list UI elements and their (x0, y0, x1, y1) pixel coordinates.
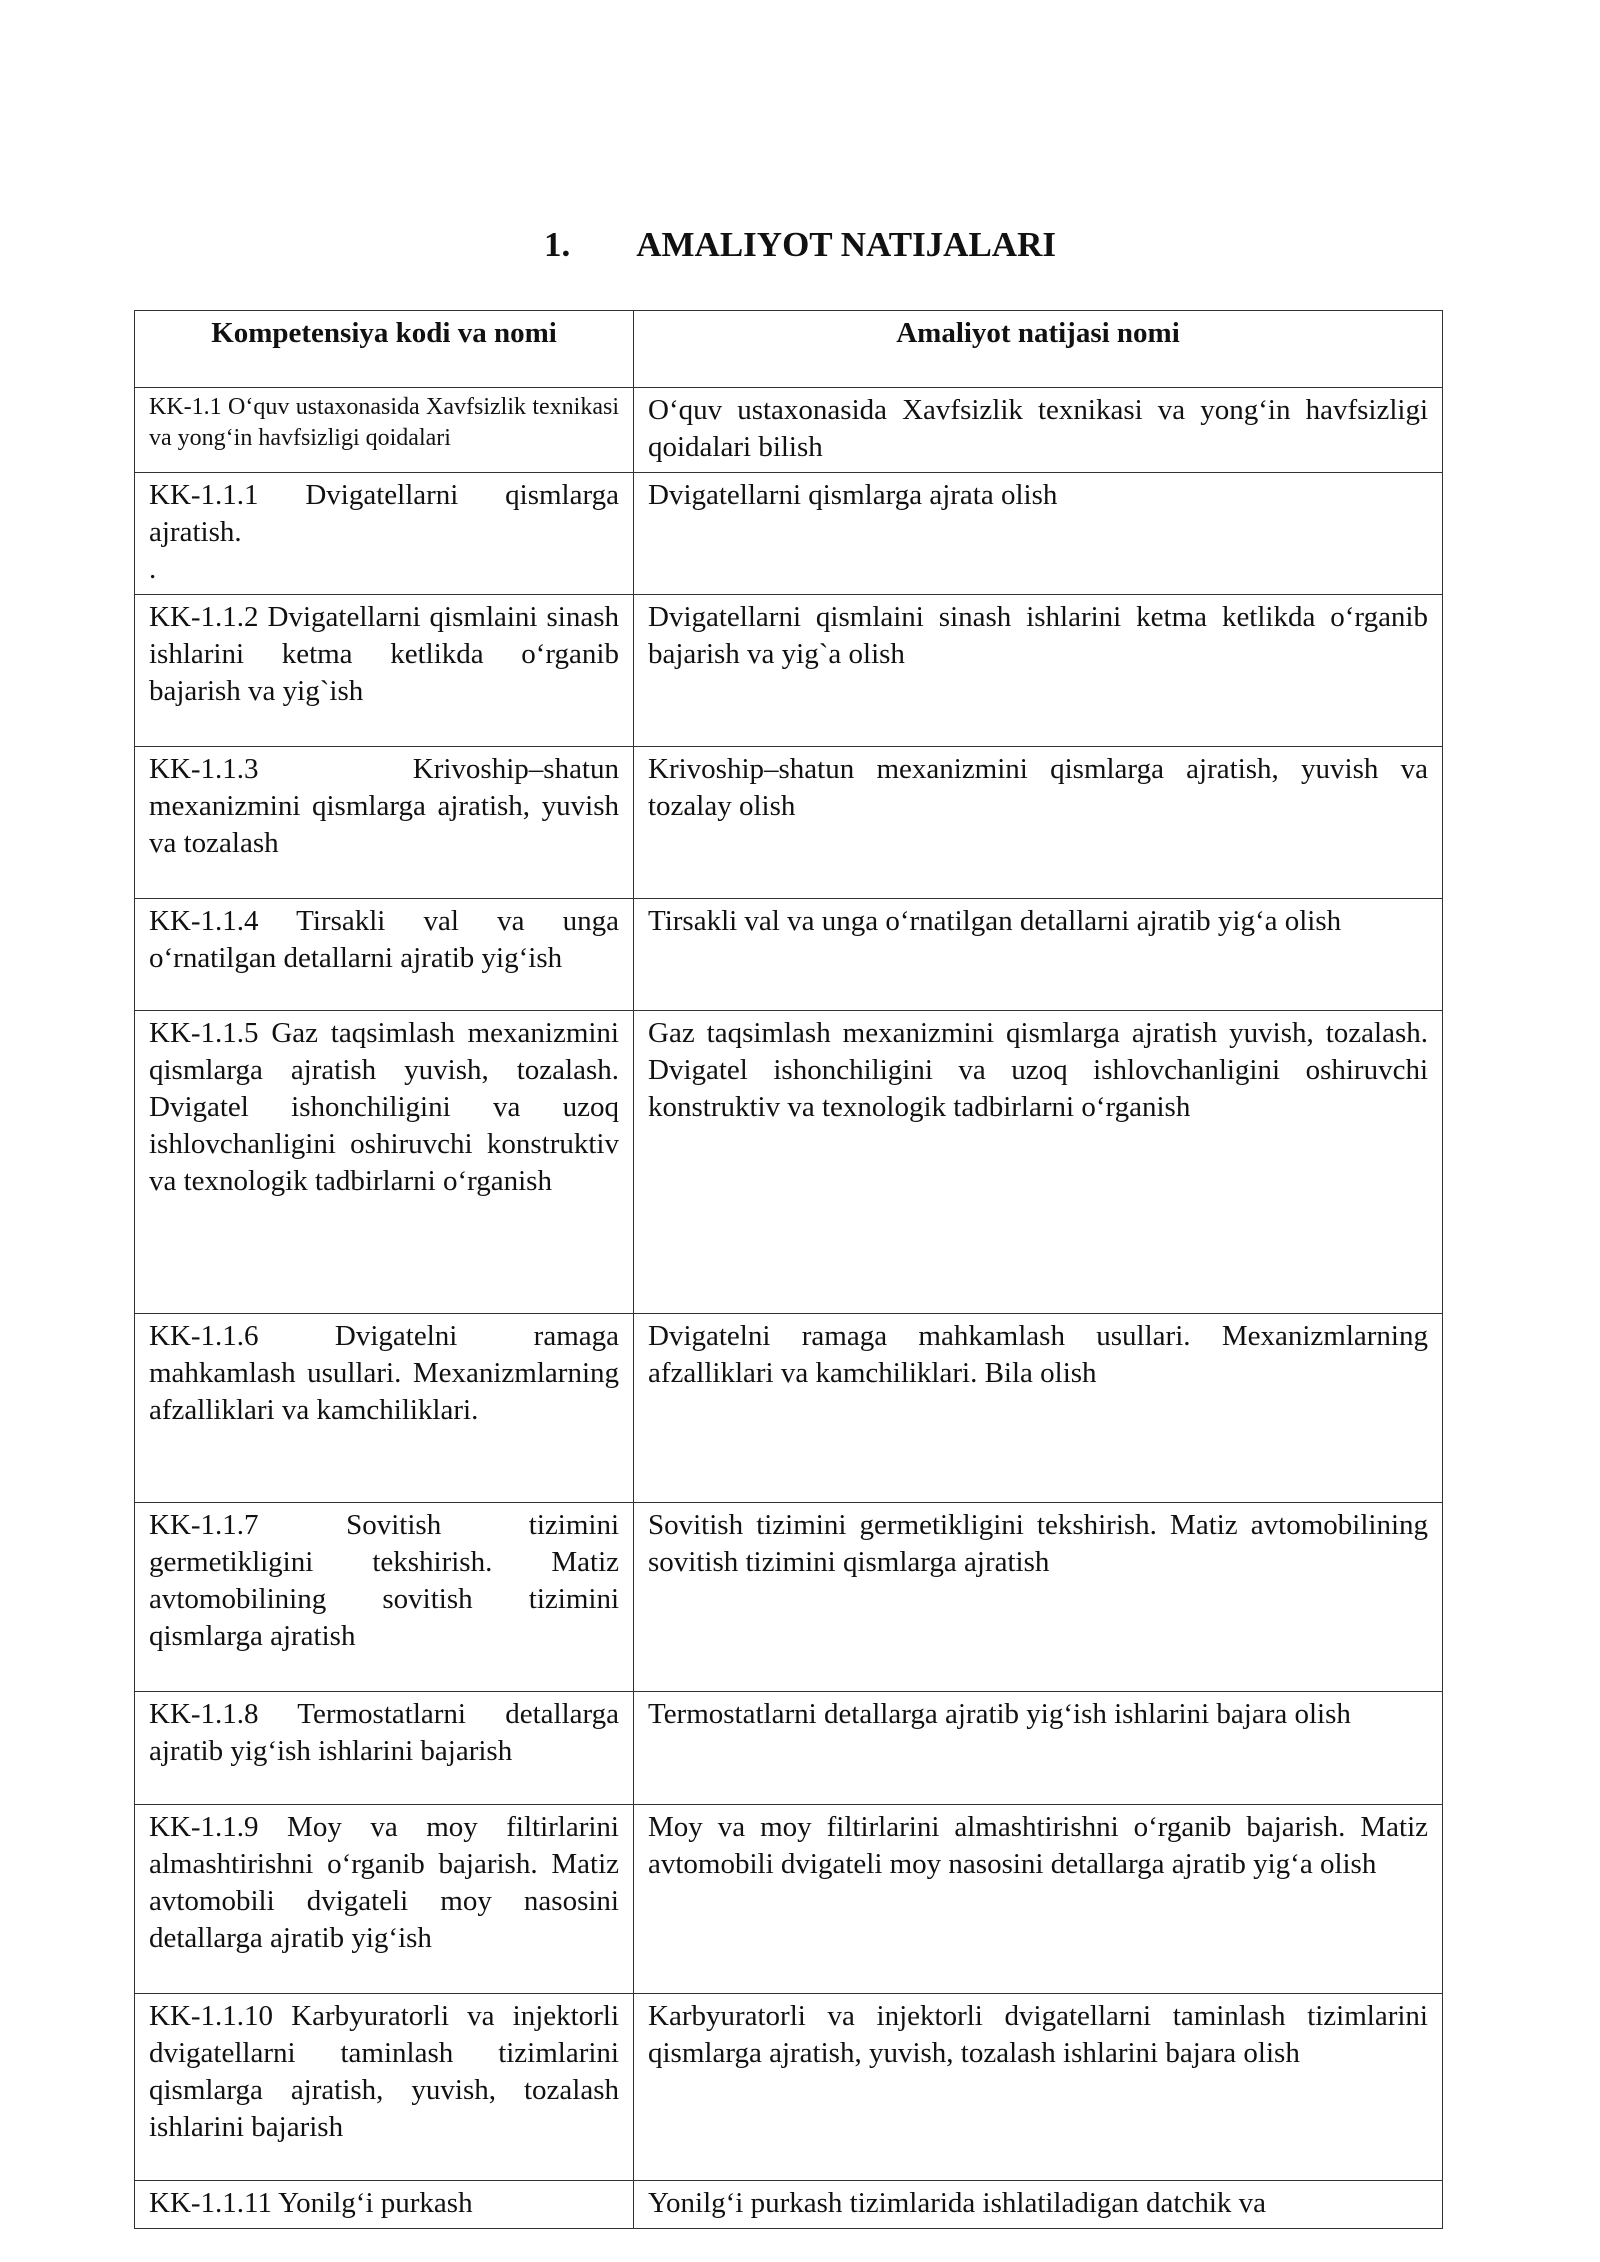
competency-cell: KK-1.1.2 Dvigatellarni qismlaini sinash ishlarini ketma ketlikda o‘rganib bajarish va yig`ish (135, 595, 634, 747)
competency-table (134, 310, 1443, 2229)
table-row (135, 1692, 1443, 1805)
competency-cell (135, 473, 634, 595)
result-cell: Gaz taqsimlash mexanizmini qismlarga ajratish yuvish, tozalash. Dvigatel ishonchiligini va uzoq ishlovchanligini oshiruvchi konstruktiv va texnologik tadbirlarni o‘rganish (634, 1011, 1443, 1314)
table-row (135, 1503, 1443, 1692)
table-row (135, 388, 1443, 473)
stray-dot: . (149, 553, 157, 585)
competency-cell: KK-1.1.10 Karbyuratorli va injektorli dvigatellarni taminlash tizimlarini qismlarga ajratish, yuvish, tozalash ishlarini bajarish (135, 1994, 634, 2181)
result-cell: Termostatlarni detallarga ajratib yig‘ish ishlarini bajara olish (634, 1692, 1443, 1805)
section-title: AMALIYOT NATIJALARI (636, 225, 1056, 264)
table-row (135, 1994, 1443, 2181)
result-cell: Dvigatelni ramaga mahkamlash usullari. Mexanizmlarning afzalliklari va kamchiliklari. Bila olish (634, 1314, 1443, 1503)
table-row (135, 1805, 1443, 1994)
result-cell: Moy va moy filtirlarini almashtirishni o‘rganib bajarish. Matiz avtomobili dvigateli moy nasosini detallarga ajratib yig‘a olish (634, 1805, 1443, 1994)
result-cell: Krivoship–shatun mexanizmini qismlarga ajratish, yuvish va tozalay olish (634, 747, 1443, 899)
competency-cell: KK-1.1.6 Dvigatelni ramaga mahkamlash usullari. Mexanizmlarning afzalliklari va kamchiliklari. (135, 1314, 634, 1503)
section-number: 1. (544, 225, 571, 264)
competency-cell: KK-1.1.5 Gaz taqsimlash mexanizmini qismlarga ajratish yuvish, tozalash. Dvigatel ishonchiligini va uzoq ishlovchanligini oshiruvchi konstruktiv va texnologik tadbirlarni o‘rganish (135, 1011, 634, 1314)
column-header-result: Amaliyot natijasi nomi (634, 311, 1443, 388)
result-cell: Dvigatellarni qismlaini sinash ishlarini ketma ketlikda o‘rganib bajarish va yig`a olish (634, 595, 1443, 747)
table-row (135, 595, 1443, 747)
result-cell: O‘quv ustaxonasida Xavfsizlik texnikasi va yong‘in havfsizligi qoidalari bilish (634, 388, 1443, 473)
table-row (135, 1011, 1443, 1314)
column-header-competency: Kompetensiya kodi va nomi (135, 311, 634, 388)
result-cell: Tirsakli val va unga o‘rnatilgan detallarni ajratib yig‘a olish (634, 899, 1443, 1011)
table-row (135, 747, 1443, 899)
table-row (135, 2181, 1443, 2229)
competency-cell: KK-1.1 O‘quv ustaxonasida Xavfsizlik texnikasi va yong‘in havfsizligi qoidalari (135, 388, 634, 473)
competency-cell: KK-1.1.3 Krivoship–shatun mexanizmini qismlarga ajratish, yuvish va tozalash (135, 747, 634, 899)
table-row (135, 1314, 1443, 1503)
competency-cell: KK-1.1.9 Moy va moy filtirlarini almashtirishni o‘rganib bajarish. Matiz avtomobili dvigateli moy nasosini detallarga ajratib yig‘ish (135, 1805, 634, 1994)
competency-cell: KK-1.1.7 Sovitish tizimini germetikligini tekshirish. Matiz avtomobilining sovitish tizimini qismlarga ajratish (135, 1503, 634, 1692)
competency-text: KK-1.1.1 Dvigatellarni qismlarga ajratish. (149, 479, 619, 548)
table-header-row (135, 311, 1443, 388)
result-cell: Karbyuratorli va injektorli dvigatellarni taminlash tizimlarini qismlarga ajratish, yuvish, tozalash ishlarini bajara olish (634, 1994, 1443, 2181)
competency-cell: KK-1.1.4 Tirsakli val va unga o‘rnatilgan detallarni ajratib yig‘ish (135, 899, 634, 1011)
result-cell: Dvigatellarni qismlarga ajrata olish (634, 473, 1443, 595)
table-row (135, 899, 1443, 1011)
result-cell: Yonilg‘i purkash tizimlarida ishlatiladigan datchik va (634, 2181, 1443, 2229)
section-heading (0, 220, 1600, 270)
competency-cell: KK-1.1.8 Termostatlarni detallarga ajratib yig‘ish ishlarini bajarish (135, 1692, 634, 1805)
table-row (135, 473, 1443, 595)
competency-cell: KK-1.1.11 Yonilg‘i purkash (135, 2181, 634, 2229)
result-cell: Sovitish tizimini germetikligini tekshirish. Matiz avtomobilining sovitish tizimini qismlarga ajratish (634, 1503, 1443, 1692)
